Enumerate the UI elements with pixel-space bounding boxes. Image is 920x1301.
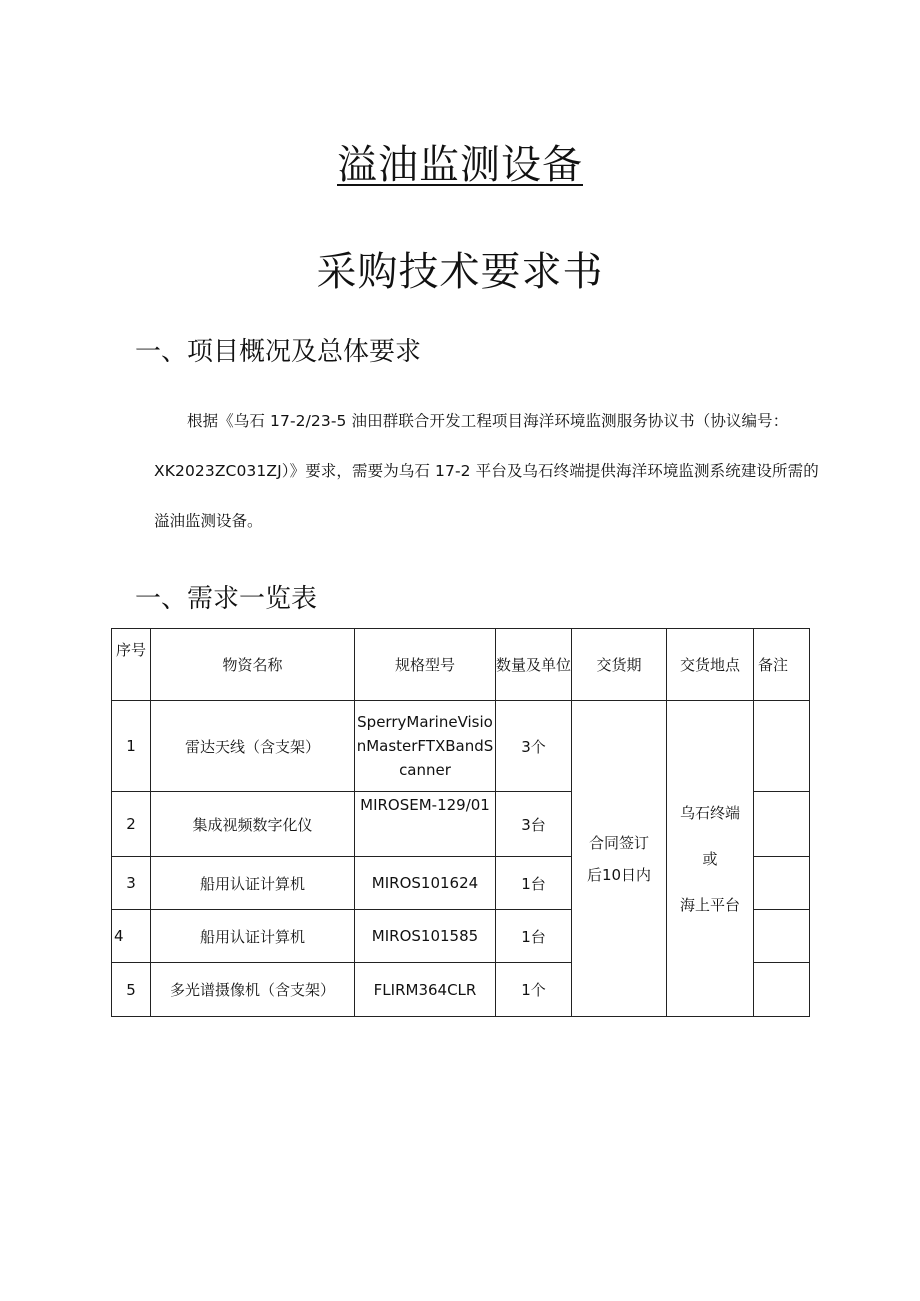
- cell-place: [667, 701, 754, 1017]
- cell-model: MIROS101624: [355, 857, 496, 910]
- cell-qty: 3个: [496, 701, 572, 792]
- cell-note: [754, 963, 810, 1017]
- delivery-line: 后10日内: [586, 865, 652, 884]
- cell-name: 集成视频数字化仪: [151, 792, 355, 857]
- cell-seq: 2: [112, 792, 151, 857]
- header-qty: 数量及单位: [496, 629, 572, 701]
- cell-model: MIROSEM-129/01: [355, 792, 496, 857]
- cell-note: [754, 910, 810, 963]
- section-heading-requirements: 一、需求一览表: [135, 584, 318, 614]
- cell-qty: 1台: [496, 857, 572, 910]
- header-seq: 序号: [112, 629, 151, 701]
- document-title: 溢油监测设备: [337, 142, 583, 188]
- table-header-row: [112, 629, 810, 701]
- place-line: 乌石终端: [679, 803, 740, 822]
- paragraph-line: 溢油监测设备。: [154, 512, 263, 530]
- header-model: 规格型号: [355, 629, 496, 701]
- cell-seq: 4: [112, 910, 151, 963]
- place-line: 或: [702, 849, 718, 868]
- cell-note: [754, 701, 810, 792]
- requirements-table: [111, 628, 810, 1017]
- cell-model: FLIRM364CLR: [355, 963, 496, 1017]
- overview-paragraph: [154, 396, 824, 546]
- delivery-line: 合同签订: [588, 833, 649, 852]
- table-row: [112, 701, 810, 792]
- cell-model: SperryMarineVisionMasterFTXBandScanner: [355, 701, 496, 792]
- cell-note: [754, 792, 810, 857]
- cell-seq: 1: [112, 701, 151, 792]
- document-subtitle: 采购技术要求书: [316, 249, 604, 295]
- header-delivery: 交货期: [572, 629, 667, 701]
- cell-name: 多光谱摄像机（含支架）: [151, 963, 355, 1017]
- header-name: 物资名称: [151, 629, 355, 701]
- cell-qty: 1台: [496, 910, 572, 963]
- cell-name: 船用认证计算机: [151, 857, 355, 910]
- cell-seq: 5: [112, 963, 151, 1017]
- cell-model: MIROS101585: [355, 910, 496, 963]
- cell-qty: 1个: [496, 963, 572, 1017]
- paragraph-line: XK2023ZC031ZJ）》要求，需要为乌石 17-2 平台及乌石终端提供海洋环境监测系统建设所需的: [154, 462, 819, 480]
- cell-name: 雷达天线（含支架）: [151, 701, 355, 792]
- cell-note: [754, 857, 810, 910]
- place-line: 海上平台: [679, 895, 740, 914]
- header-place: 交货地点: [667, 629, 754, 701]
- cell-seq: 3: [112, 857, 151, 910]
- cell-name: 船用认证计算机: [151, 910, 355, 963]
- header-note: 备注: [754, 629, 810, 701]
- cell-qty: 3台: [496, 792, 572, 857]
- section-heading-overview: 一、项目概况及总体要求: [135, 337, 422, 367]
- cell-delivery: [572, 701, 667, 1017]
- paragraph-line: 根据《乌石 17-2/23-5 油田群联合开发工程项目海洋环境监测服务协议书（协议编号：: [187, 412, 789, 430]
